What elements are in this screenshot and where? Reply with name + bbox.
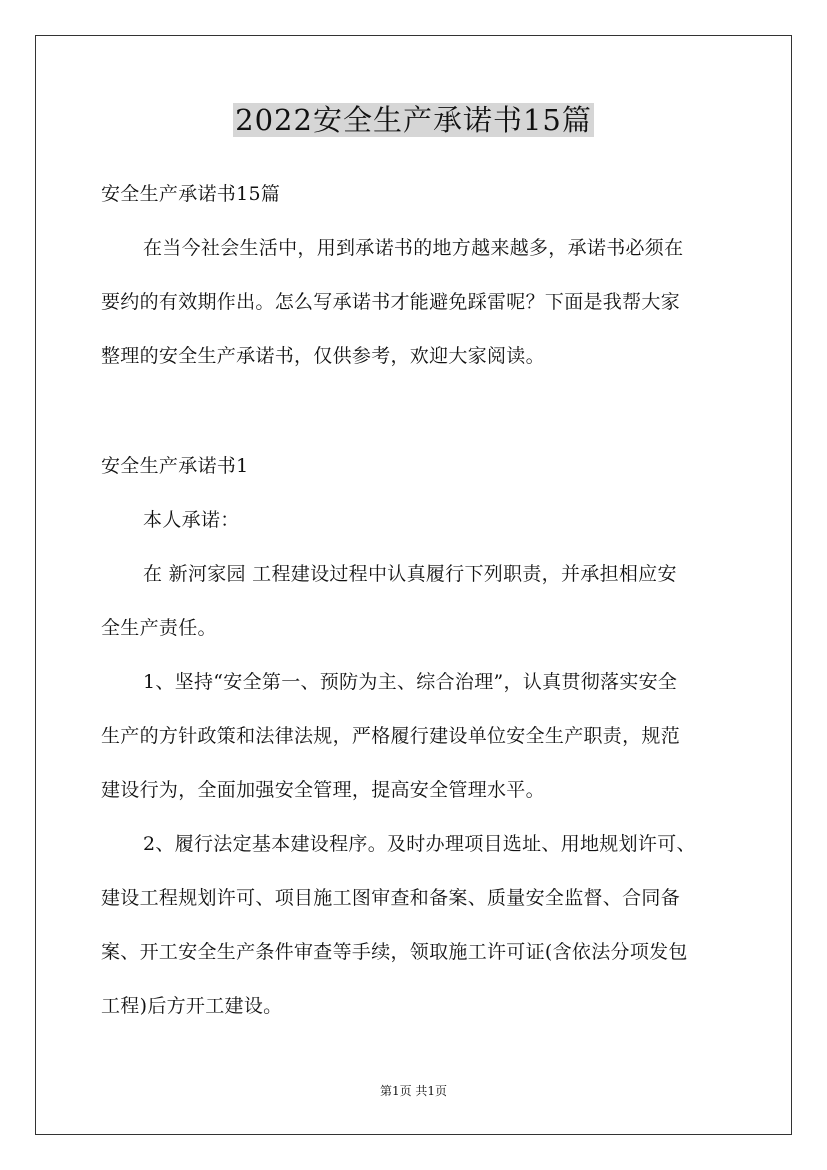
intro-line-1: 在当今社会生活中，用到承诺书的地方越来越多，承诺书必须在 <box>143 237 684 259</box>
item2-line-4: 工程)后方开工建设。 <box>101 995 283 1017</box>
body-line-1: 在 新河家园 工程建设过程中认真履行下列职责，并承担相应安 <box>143 563 677 585</box>
item2-line-2: 建设工程规划许可、项目施工图审查和备案、质量安全监督、合同备 <box>101 887 681 909</box>
section-heading-1: 安全生产承诺书1 <box>101 455 249 477</box>
item1-line-1: 1、坚持“安全第一、预防为主、综合治理”，认真贯彻落实安全 <box>143 671 678 693</box>
page-footer: 第1页 共1页 <box>379 1084 448 1098</box>
item1-line-3: 建设行为，全面加强安全管理，提高安全管理水平。 <box>101 779 545 801</box>
intro-line-3: 整理的安全生产承诺书，仅供参考，欢迎大家阅读。 <box>101 345 545 367</box>
item1-line-2: 生产的方针政策和法律法规，严格履行建设单位安全生产职责，规范 <box>101 725 681 747</box>
intro-line-2: 要约的有效期作出。怎么写承诺书才能避免踩雷呢？下面是我帮大家 <box>101 291 681 313</box>
item2-line-3: 案、开工安全生产条件审查等手续，领取施工许可证(含依法分项发包 <box>101 941 688 963</box>
pledge-line: 本人承诺： <box>143 509 240 531</box>
document-title: 2022安全生产承诺书15篇 <box>235 103 592 137</box>
item2-line-1: 2、履行法定基本建设程序。及时办理项目选址、用地规划许可、 <box>143 833 696 855</box>
body-line-2: 全生产责任。 <box>101 617 217 639</box>
subtitle-line: 安全生产承诺书15篇 <box>101 183 281 205</box>
